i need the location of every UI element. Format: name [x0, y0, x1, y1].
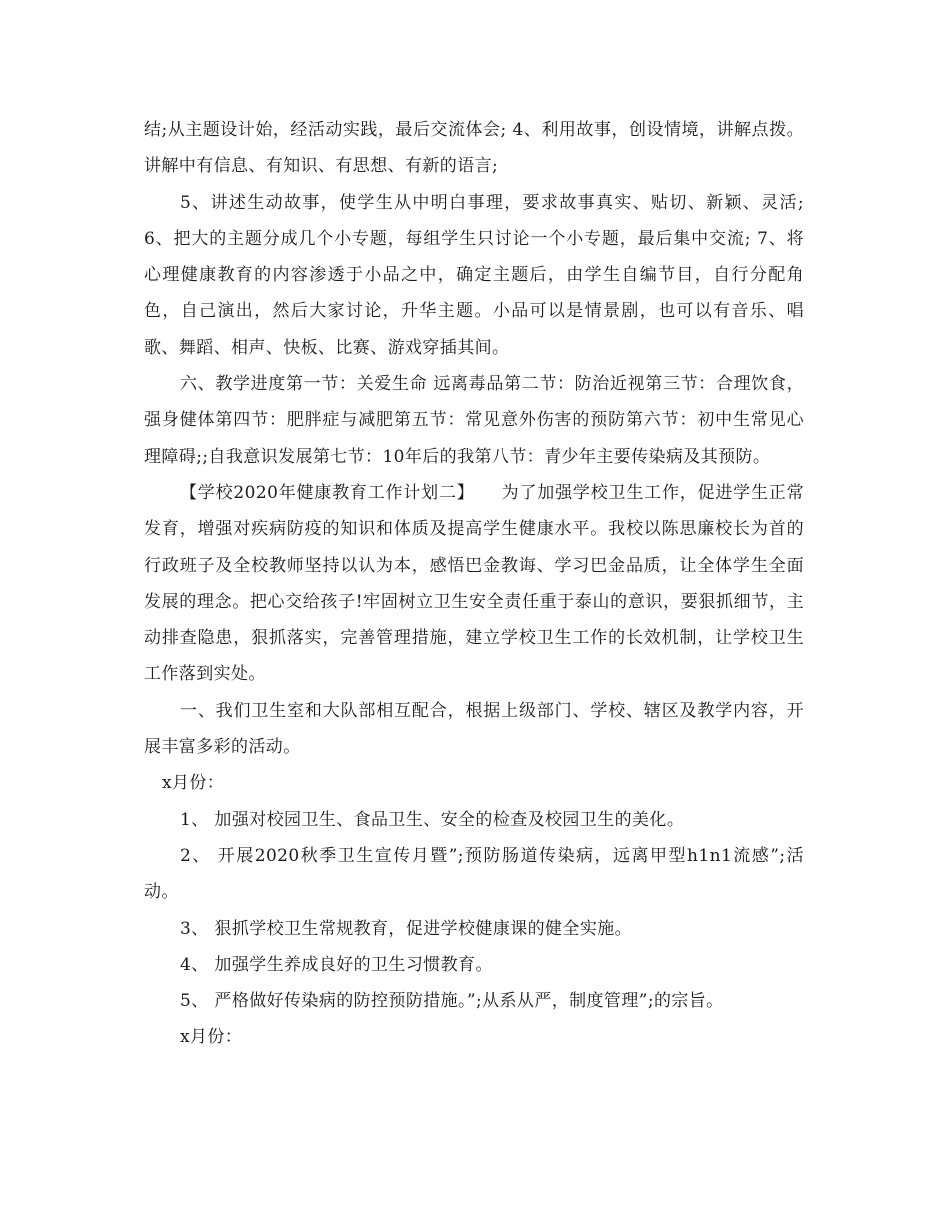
paragraph-continuation: 结;从主题设计始，经活动实践，最后交流体会; 4、利用故事，创设情境，讲解点拨。讲解中有信息、有知识、有思想、有新的语言; — [144, 120, 804, 177]
paragraph-teaching-methods: 5、讲述生动故事，使学生从中明白事理，要求故事真实、贴切、新颖、灵活; 6、把大的主题分成几个小专题，每组学生只讨论一个小专题，最后集中交流; 7、将心理健康教育的内容渗透于小品之中，确定主题后，由学生自编节目，自行分配角色，自己演出，然后大家讨论，升华主题。小品可以是情景剧，也可以有音乐、唱歌、舞蹈、相声、快板、比赛、游戏穿插其间。 — [144, 192, 804, 358]
list-item: 5、 严格做好传染病的防控预防措施。”;从系从严，制度管理”;的宗旨。 — [180, 991, 724, 1012]
paragraph-plan-two-intro: 【学校2020年健康教育工作计划二】 为了加强学校卫生工作，促进学生正常发育，增强对疾病防疫的知识和体质及提高学生健康水平。我校以陈思廉校长为首的行政班子及全校教师坚持以认为本，感悟巴金教诲、学习巴金品质，让全体学生全面发展的理念。把心交给孩子!牢固树立卫生安全责任重于泰山的意识，要狠抓细节，主动排查隐患，狠抓落实，完善管理措施，建立学校卫生工作的长效机制，让学校卫生工作落到实处。 — [144, 482, 804, 685]
month-heading: x月份： — [162, 773, 225, 794]
list-item: 3、 狠抓学校卫生常规教育，促进学校健康课的健全实施。 — [180, 918, 633, 939]
paragraph-teaching-schedule: 六、教学进度第一节：关爱生命 远离毒品第二节：防治近视第三节：合理饮食，强身健体第四节：肥胖症与减肥第五节：常见意外伤害的预防第六节：初中生常见心理障碍;;自我意识发展第七节：10年后的我第八节：青少年主要传染病及其预防。 — [144, 374, 804, 467]
month-heading: x月份： — [180, 1027, 243, 1048]
document-body — [144, 112, 804, 1056]
list-item: 2、 开展2020秋季卫生宣传月暨”;预防肠道传染病，远离甲型h1n1流感”;活动。 — [144, 845, 804, 903]
list-item: 4、 加强学生养成良好的卫生习惯教育。 — [180, 954, 493, 975]
paragraph-section-one: 一、我们卫生室和大队部相互配合，根据上级部门、学校、辖区及教学内容，开展丰富多彩的活动。 — [144, 700, 804, 758]
list-item: 1、 加强对校园卫生、食品卫生、安全的检查及校园卫生的美化。 — [180, 809, 685, 830]
